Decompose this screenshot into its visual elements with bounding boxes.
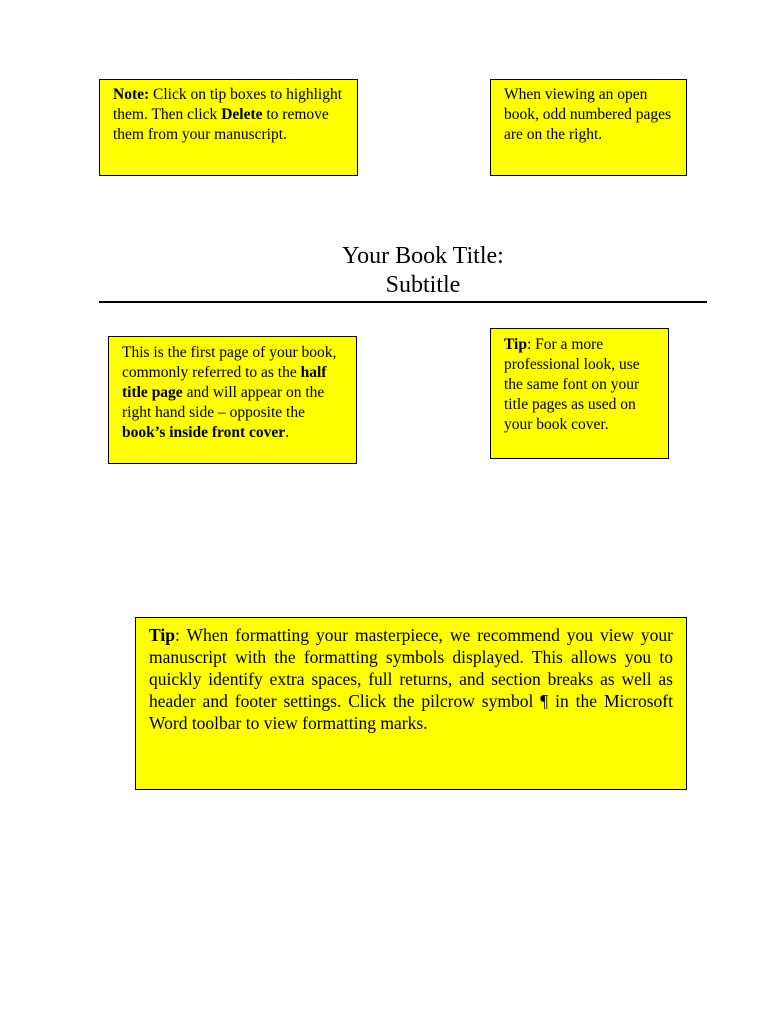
note-tip-box[interactable]	[99, 79, 358, 176]
open-book-text: When viewing an open book, odd numbered pages are on the right.	[504, 86, 672, 143]
font-tip-text: : For a more professional look, use the same font on your title pages as used on your book cover.	[504, 336, 640, 433]
half-title-text-1: This is the first page of your book, commonly referred to as the	[122, 344, 337, 381]
font-tip-box[interactable]	[490, 328, 669, 459]
formatting-tip-box[interactable]	[135, 617, 687, 790]
title-divider	[99, 301, 707, 303]
font-tip-lead: Tip	[504, 336, 527, 353]
half-title-text-3: .	[285, 424, 290, 441]
note-text-1: Click on tip boxes to highlight them. Then click	[113, 86, 343, 123]
half-title-tip-box[interactable]	[108, 336, 357, 464]
note-delete-keyword: Delete	[221, 106, 263, 123]
open-book-tip-box[interactable]	[490, 79, 687, 176]
half-title-text-2: and will appear on the right hand side – opposite the	[122, 384, 325, 421]
book-subtitle: Subtitle	[385, 272, 461, 298]
formatting-tip-text: : When formatting your masterpiece, we recommend you view your manuscript with the formatting symbols displayed. This allows you to quickly identify extra spaces, full returns, and section breaks as well as header and footer settings. Click the pilcrow symbol ¶ in the Microsoft Word toolbar to view formatting marks.	[149, 625, 673, 733]
note-lead: Note:	[113, 86, 150, 103]
book-title: Your Book Title:	[342, 243, 504, 269]
half-title-keyword: half title page	[122, 364, 327, 401]
inside-cover-keyword: book’s inside front cover	[122, 424, 286, 441]
book-title-block	[99, 242, 707, 300]
note-text-2: to remove them from your manuscript.	[113, 106, 329, 143]
formatting-tip-lead: Tip	[149, 625, 175, 645]
